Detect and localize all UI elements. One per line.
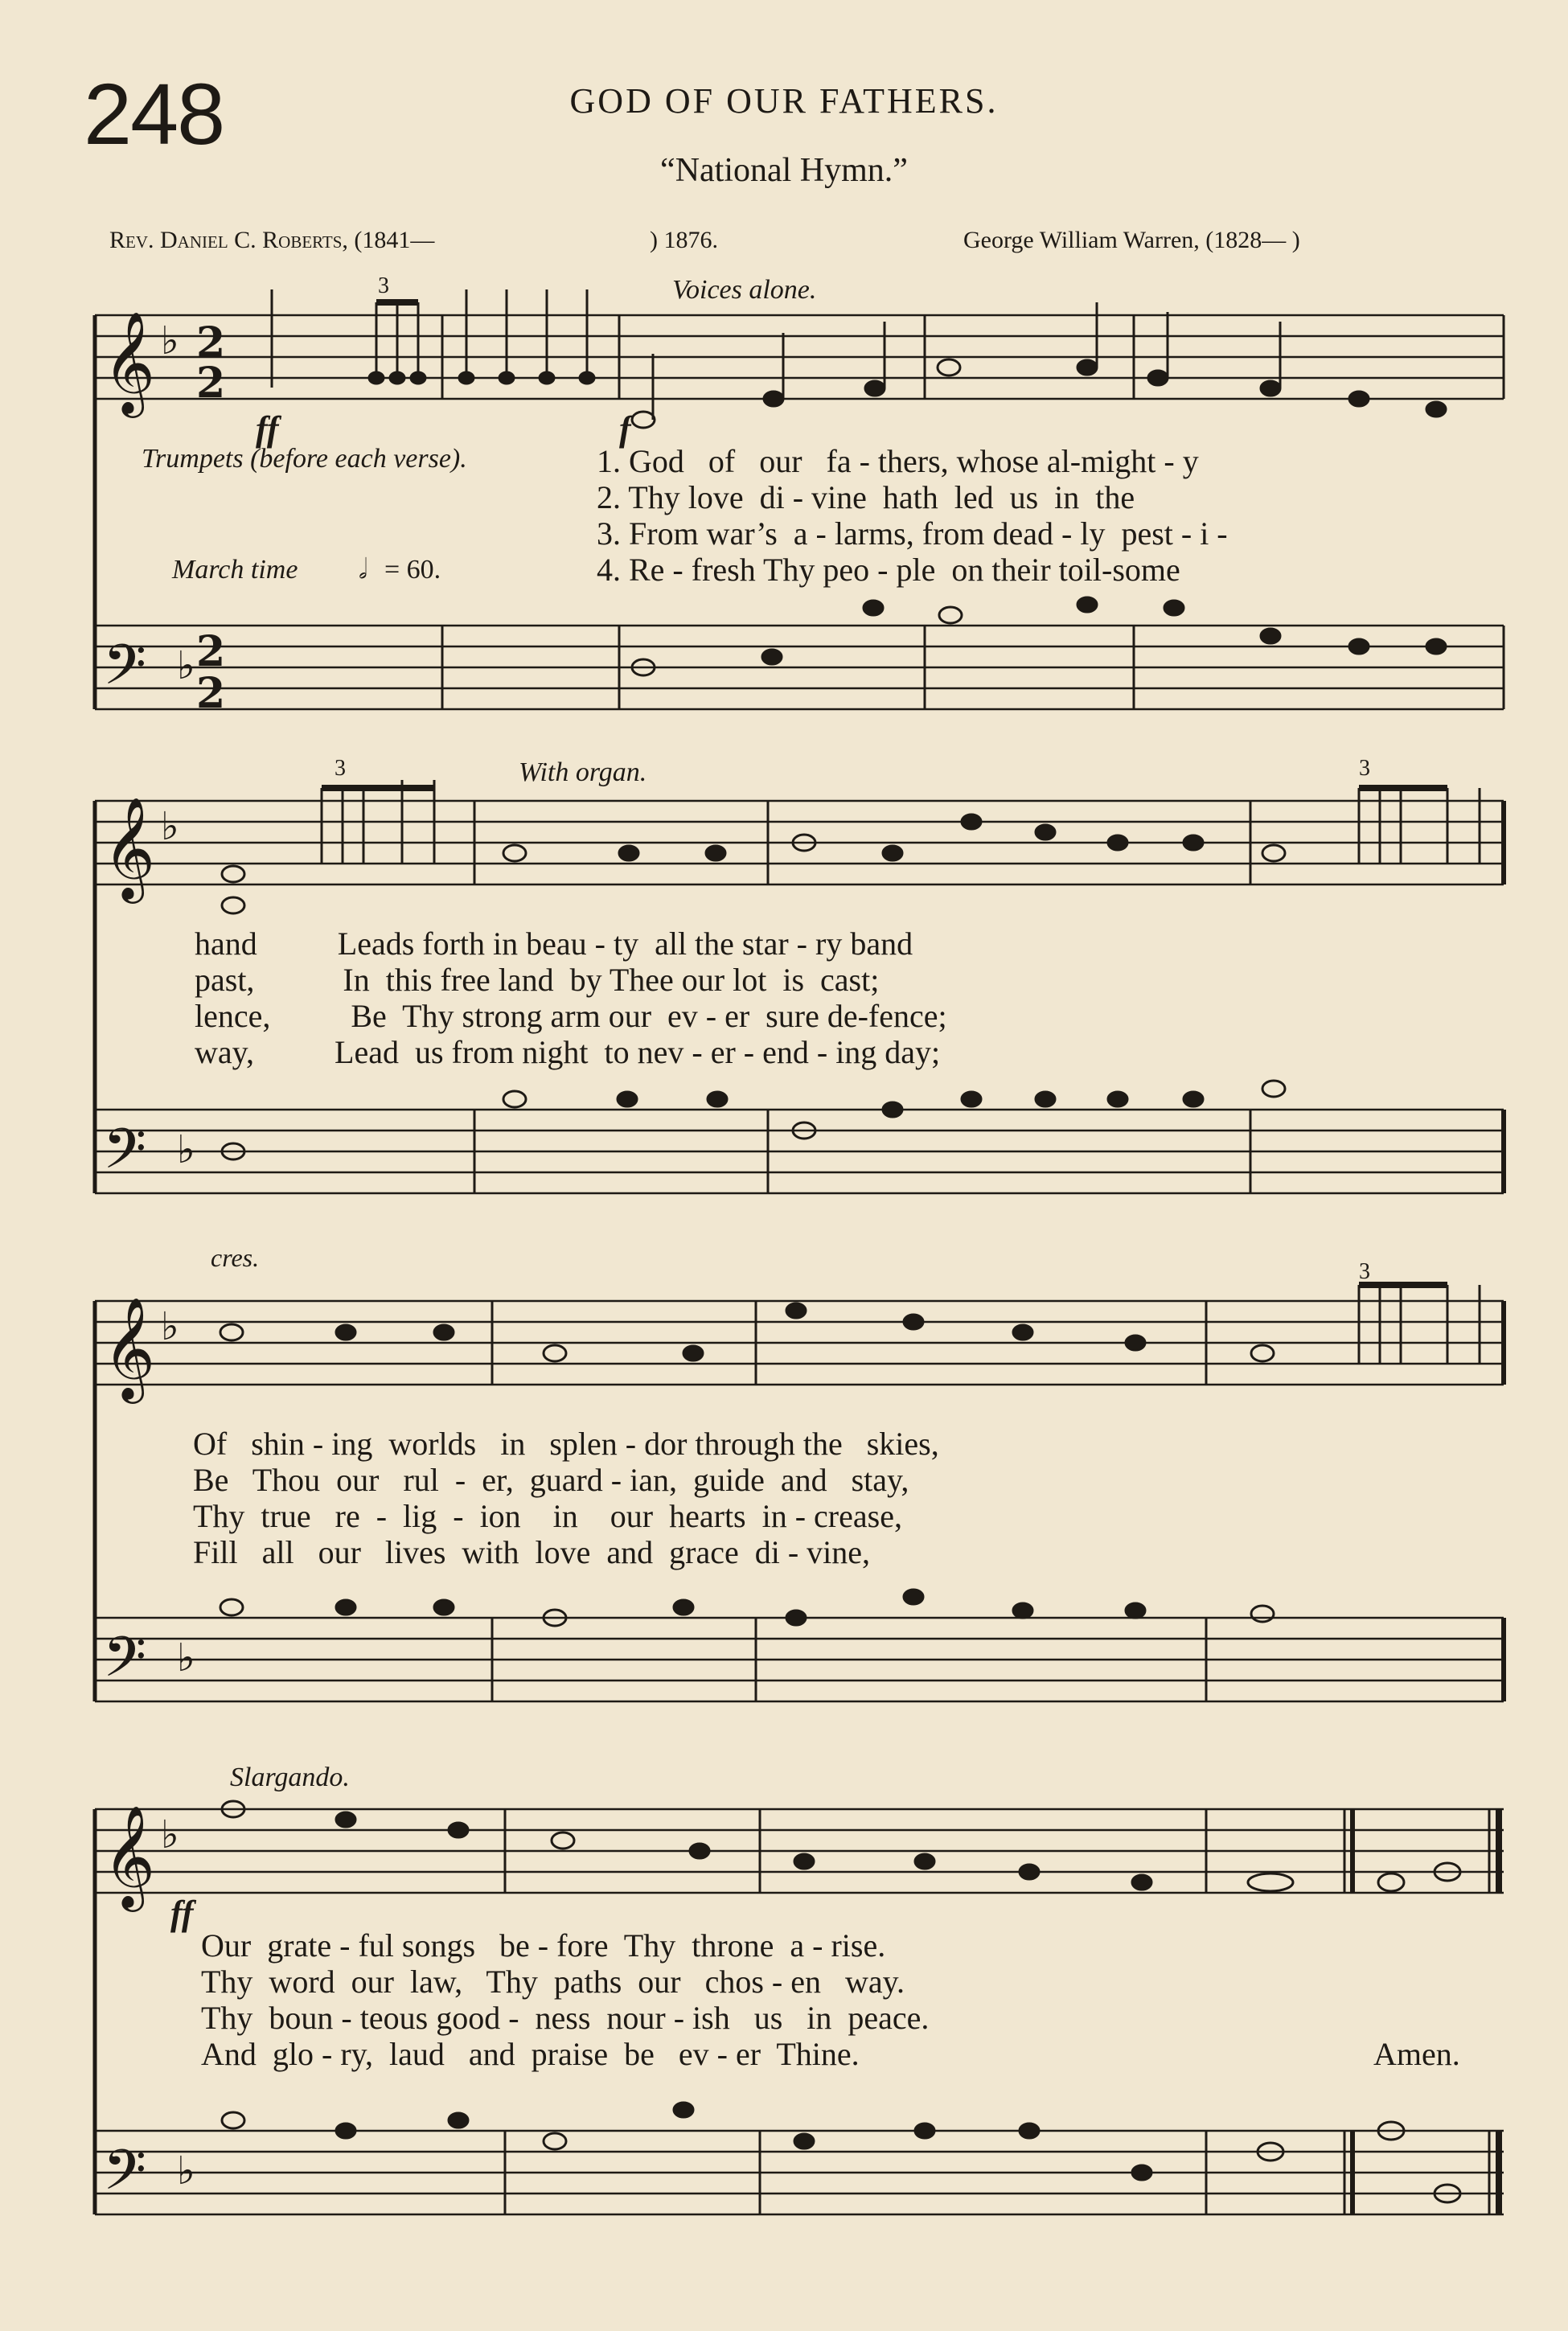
notes-system-2 bbox=[222, 780, 1480, 1159]
lyric-line: Thy word our law, Thy paths our chos - en way. bbox=[201, 1964, 905, 2000]
triplet-mark: 3 bbox=[378, 273, 389, 298]
triplet-mark: 3 bbox=[1359, 1259, 1370, 1284]
lyric-line: 3. From war’s a - larms, from dead - ly pest - i - bbox=[597, 515, 1228, 552]
bass-staff-system-1 bbox=[95, 626, 1504, 709]
flat-key-icon: ♭ bbox=[161, 1812, 179, 1857]
amen-text: Amen. bbox=[1373, 2036, 1460, 2072]
time-signature: 2 bbox=[196, 318, 226, 367]
lyric-line: Our grate - ful songs be - fore Thy throne a - rise. bbox=[201, 1927, 886, 1964]
lyric-line: 1. God of our fa - thers, whose al-might - y bbox=[597, 443, 1199, 479]
flat-key-icon: ♭ bbox=[177, 1635, 195, 1681]
dynamic-f: f bbox=[619, 409, 631, 449]
author-credit: Rev. Daniel C. Roberts, (1841— bbox=[109, 227, 435, 253]
lyric-line: hand Leads forth in beau - ty all the star - ry band bbox=[195, 925, 913, 962]
treble-clef-icon: 𝄞 bbox=[103, 1296, 156, 1399]
treble-clef-icon: 𝄞 bbox=[103, 796, 156, 899]
notes-system-1 bbox=[272, 289, 1446, 675]
flat-key-icon: ♭ bbox=[177, 2148, 195, 2194]
flat-key-icon: ♭ bbox=[161, 1304, 179, 1349]
half-note-icon: 𝅗𝅥 bbox=[359, 555, 367, 585]
treble-staff-system-2 bbox=[95, 801, 1504, 884]
tune-name: “National Hymn.” bbox=[660, 152, 908, 189]
lyric-line: Thy true re - lig - ion in our hearts in - crease, bbox=[193, 1498, 902, 1534]
treble-clef-icon: 𝄞 bbox=[103, 310, 156, 413]
treble-clef-icon: 𝄞 bbox=[103, 1804, 156, 1907]
voices-alone-direction: Voices alone. bbox=[672, 275, 817, 305]
bass-staff-system-3 bbox=[95, 1618, 1504, 1701]
flat-key-icon: ♭ bbox=[177, 643, 195, 688]
lyric-line: Be Thou our rul - er, guard - ian, guide and stay, bbox=[193, 1462, 909, 1498]
with-organ-direction: With organ. bbox=[519, 757, 647, 787]
author-year: ) 1876. bbox=[650, 227, 718, 253]
lyric-line: 2. Thy love di - vine hath led us in the bbox=[597, 479, 1135, 515]
lyric-line: Thy boun - teous good - ness nour - ish us in peace. bbox=[201, 2000, 930, 2036]
lyric-line: lence, Be Thy strong arm our ev - er sure de-fence; bbox=[195, 998, 947, 1034]
lyric-line: And glo - ry, laud and praise be ev - er Thine. bbox=[201, 2036, 860, 2072]
flat-key-icon: ♭ bbox=[161, 804, 179, 849]
composer-credit: George William Warren, (1828— ) bbox=[963, 227, 1300, 253]
time-signature: 2 bbox=[196, 669, 226, 718]
time-signature: 2 bbox=[196, 359, 226, 408]
hymn-number: 248 bbox=[84, 65, 224, 162]
bass-clef-icon: 𝄢 bbox=[103, 1624, 147, 1703]
hymn-title: GOD OF OUR FATHERS. bbox=[569, 81, 999, 121]
notes-system-3 bbox=[220, 1285, 1480, 1626]
tempo-marking: = 60. bbox=[384, 555, 441, 585]
dynamic-ff: ff bbox=[256, 409, 279, 449]
triplet-mark: 3 bbox=[335, 756, 346, 781]
dynamic-ff-last: ff bbox=[170, 1894, 194, 1933]
time-signature: 2 bbox=[196, 627, 226, 676]
march-time-direction: March time bbox=[172, 555, 298, 585]
slargando-direction: Slargando. bbox=[230, 1763, 350, 1792]
lyric-line: Fill all our lives with love and grace di - vine, bbox=[193, 1534, 871, 1570]
lyric-line: way, Lead us from night to nev - er - end - ing day; bbox=[195, 1034, 941, 1070]
bass-clef-icon: 𝄢 bbox=[103, 1116, 147, 1195]
bass-clef-icon: 𝄢 bbox=[103, 2137, 147, 2216]
bass-clef-icon: 𝄢 bbox=[103, 632, 147, 711]
treble-staff-system-1 bbox=[95, 315, 1504, 399]
lyric-line: 4. Re - fresh Thy peo - ple on their toil-some bbox=[597, 552, 1180, 588]
notes-system-4 bbox=[222, 1801, 1460, 2202]
trumpets-direction: Trumpets (before each verse). bbox=[142, 444, 467, 474]
lyric-line: Of shin - ing worlds in splen - dor through the skies, bbox=[193, 1426, 939, 1462]
flat-key-icon: ♭ bbox=[161, 318, 179, 363]
cres-direction: cres. bbox=[211, 1243, 260, 1272]
triplet-mark: 3 bbox=[1359, 756, 1370, 781]
lyric-line: past, In this free land by Thee our lot is cast; bbox=[195, 962, 880, 998]
flat-key-icon: ♭ bbox=[177, 1127, 195, 1172]
